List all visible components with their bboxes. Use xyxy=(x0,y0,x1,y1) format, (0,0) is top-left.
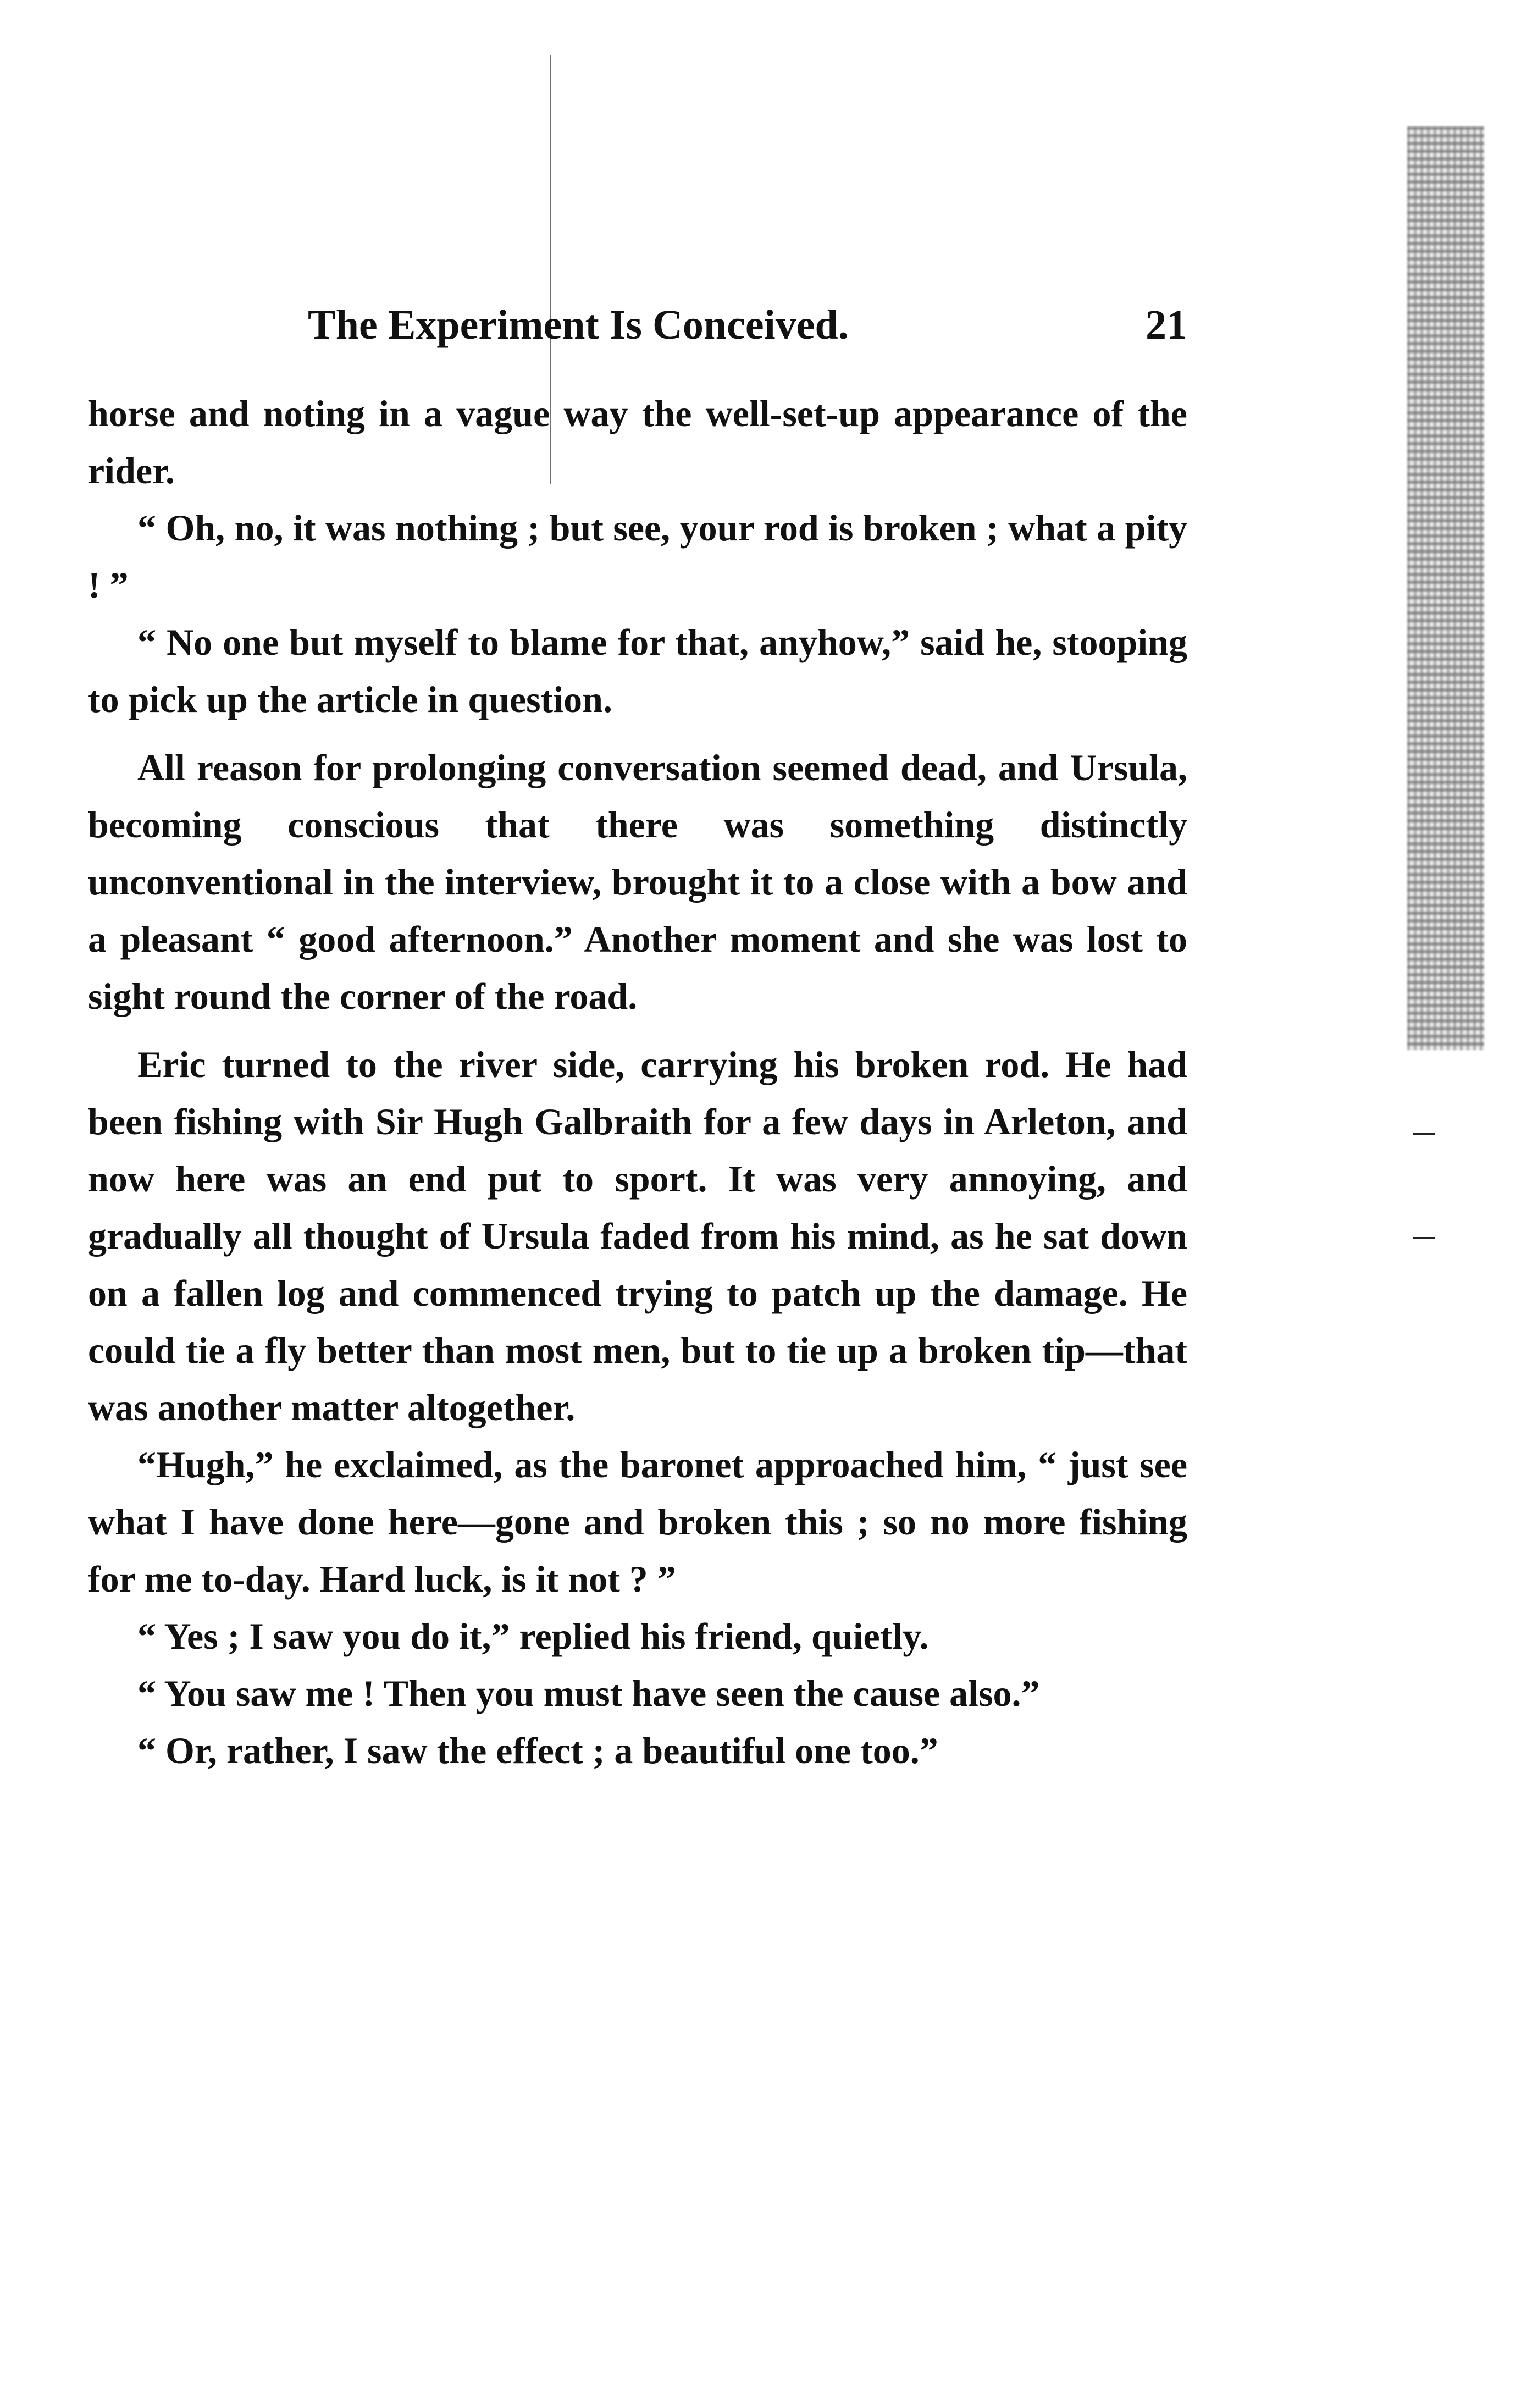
paragraph: “ Or, rather, I saw the effect ; a beautiful one too.” xyxy=(137,1730,938,1771)
margin-mark xyxy=(1413,1237,1435,1239)
running-title: The Experiment Is Conceived. xyxy=(308,302,849,348)
paragraph: horse and noting in a vague way the well-set-up appearance of the rider. xyxy=(88,393,1187,491)
paragraph: Eric turned to the river side, carrying his broken rod. He had been fishing with Sir Hugh Galbraith for a few days in Arleton, and now here was an end put to sport. It was very annoying, and gradually all thought of Ursula faded from his mind, as he sat down on a fallen log and commenced trying to patch up the damage. He could tie a fly better than most men, but to tie up a broken tip—that was another matter altogether. xyxy=(88,1043,1187,1428)
scan-bleed-through xyxy=(1407,126,1484,1050)
body-text xyxy=(88,385,1187,1779)
paragraph: “ You saw me ! Then you must have seen the cause also.” xyxy=(137,1672,1040,1714)
paragraph: “ Yes ; I saw you do it,” replied his friend, quietly. xyxy=(137,1615,929,1657)
paragraph: “ Oh, no, it was nothing ; but see, your rod is broken ; what a pity ! ” xyxy=(88,507,1187,606)
margin-mark xyxy=(1413,1133,1435,1135)
page-number: 21 xyxy=(1146,302,1187,348)
page-header xyxy=(308,301,1187,362)
paragraph: “Hugh,” he exclaimed, as the baronet approached him, “ just see what I have done here—gone and broken this ; so no more fishing for me to-day. Hard luck, is it not ? ” xyxy=(88,1444,1187,1600)
paragraph: “ No one but myself to blame for that, anyhow,” said he, stooping to pick up the article in question. xyxy=(88,621,1187,720)
paragraph: All reason for prolonging conversation seemed dead, and Ursula, becoming conscious that there was something distinctly unconventional in the interview, brought it to a close with a bow and a pleasant “ good afternoon.” Another moment and she was lost to sight round the corner of the road. xyxy=(88,747,1187,1017)
